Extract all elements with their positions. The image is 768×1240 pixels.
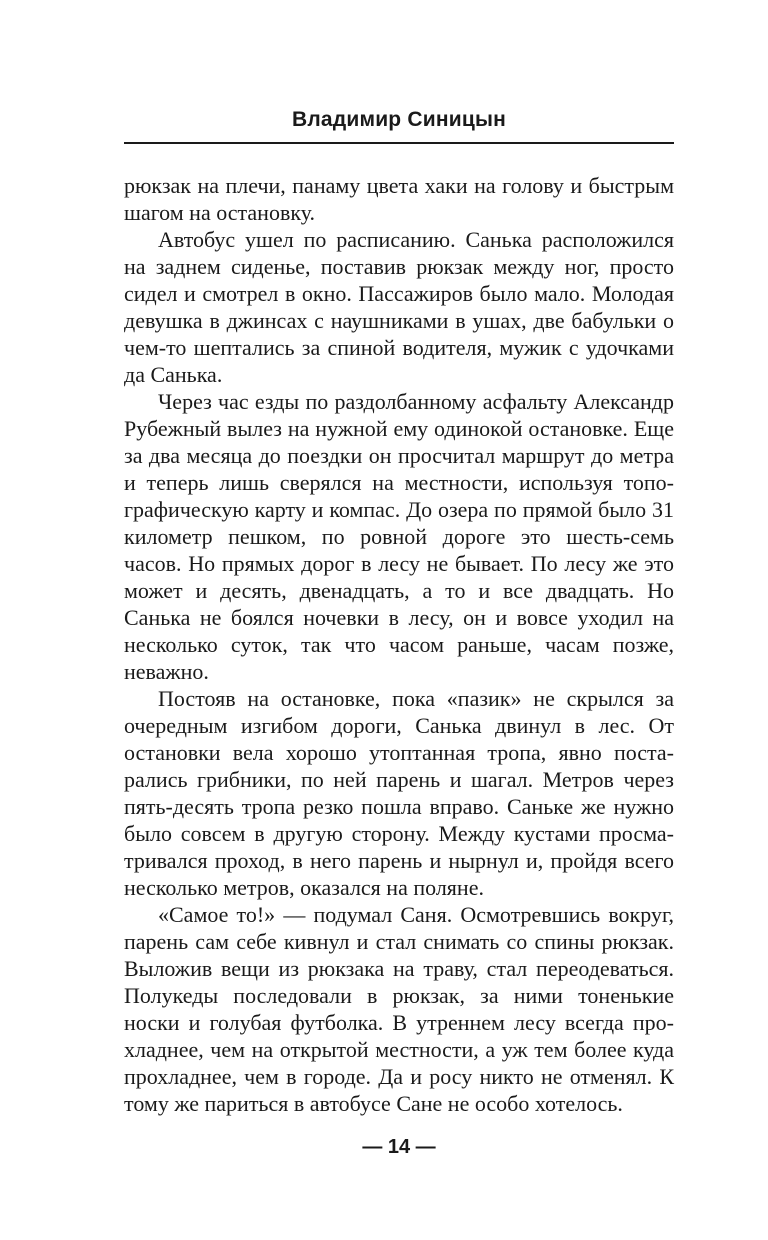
paragraph: Постояв на остановке, пока «пазик» не скрылся за очередным изгибом дороги, Санька двинул в лес. От остановки вела хорошо утоптанная тропа, явно постарались грибники, по ней парень и шагал. Метров через пять-десять тропа резко пошла вправо. Саньке же нужно было совсем в другую сторону. Между кустами просматривался проход, в него парень и нырнул и, пройдя всего несколько метров, оказался на поляне.	[124, 686, 674, 900]
paragraph: Автобус ушел по расписанию. Санька расположился на заднем сиденье, поставив рюкзак между ног, просто сидел и смотрел в окно. Пассажиров было мало. Молодая девушка в джинсах с наушниками в ушах, две бабульки о чем-то шептались за спиной водителя, мужик с удочками да Санька.	[124, 227, 674, 387]
page-number: — 14 —	[362, 1136, 436, 1158]
running-header-author: Владимир Синицын	[292, 108, 506, 131]
paragraph: Через час езды по раздолбанному асфальту Александр Рубежный вылез на нужной ему одинокой остановке. Еще за два месяца до поездки он просчитал маршрут до метра и теперь лишь сверялся на местности, используя топографическую карту и компас. До озера по прямой было 31 километр пешком, по ровной дороге это шесть-семь часов. Но прямых дорог в лесу не бывает. По лесу же это может и десять, двенадцать, а то и все двадцать. Но Санька не боялся ночевки в лесу, он и вовсе уходил на несколько суток, так что часом раньше, часам позже, неважно.	[124, 389, 674, 684]
paragraph-continued: рюкзак на плечи, панаму цвета хаки на голову и быстрым шагом на остановку.	[124, 173, 674, 225]
page-body	[124, 172, 674, 1117]
header-divider	[124, 142, 674, 144]
paragraph: «Самое то!» — подумал Саня. Осмотревшись вокруг, парень сам себе кивнул и стал снимать со спины рюкзак. Выложив вещи из рюкзака на траву, стал переодеваться. Полукеды последовали в рюкзак, за ними тоненькие носки и голубая футболка. В утреннем лесу всегда прохладнее, чем на открытой местности, а уж тем более куда прохладнее, чем в городе. Да и росу никто не отменял. К тому же париться в автобусе Сане не особо хотелось.	[124, 902, 674, 1116]
